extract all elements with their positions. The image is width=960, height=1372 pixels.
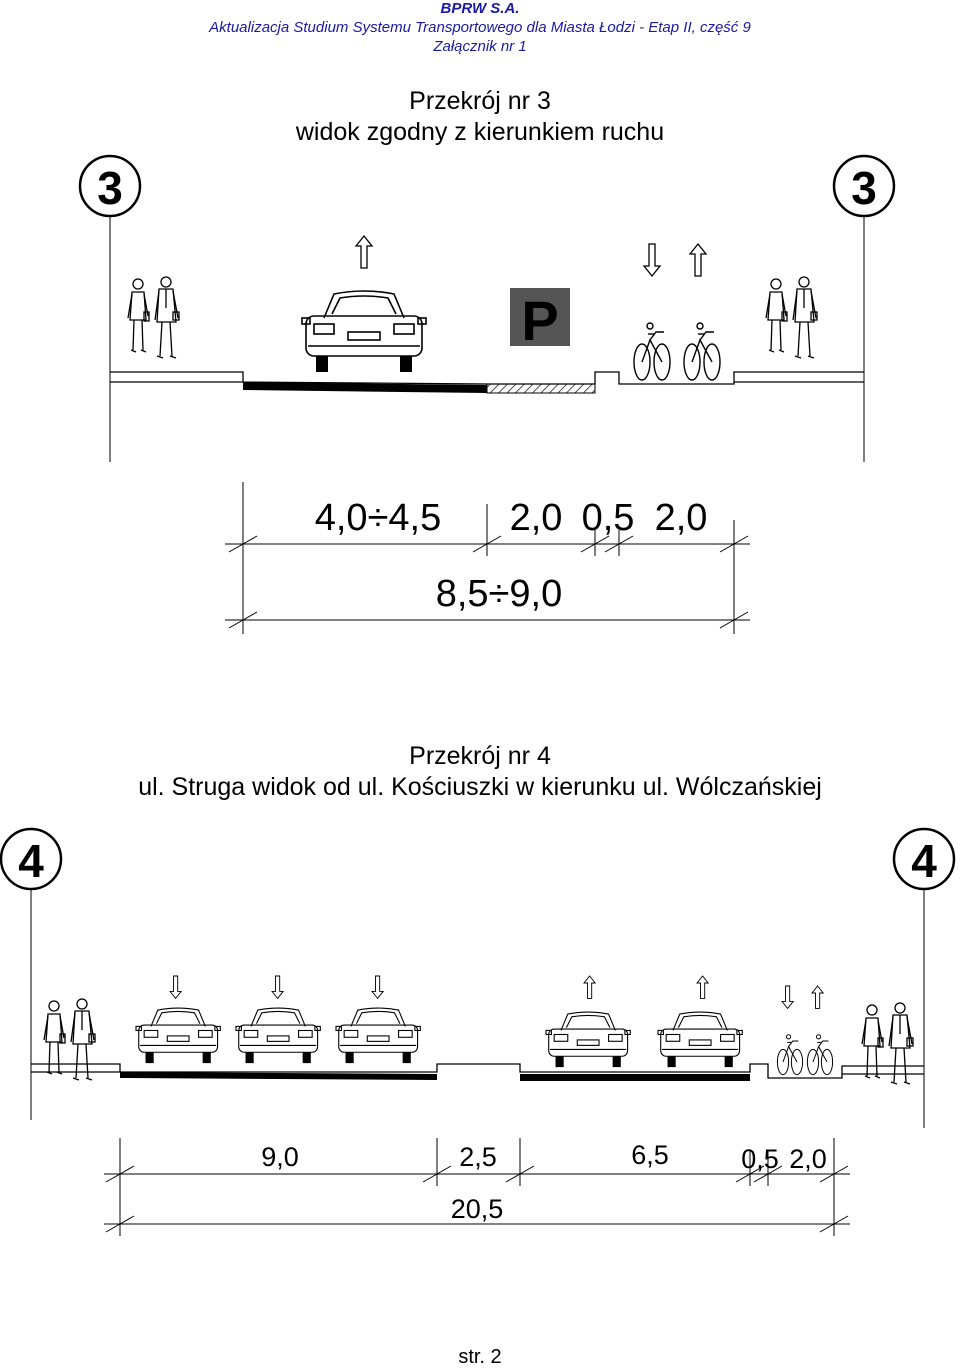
bicycle-icon xyxy=(807,1035,832,1075)
car-4 xyxy=(236,1008,320,1063)
marker-right-3-label: 3 xyxy=(851,162,877,214)
arrow-down-icon xyxy=(782,986,793,1008)
dim-total-label: 20,5 xyxy=(450,1194,504,1224)
car-4 xyxy=(658,1012,742,1067)
ground-profile-3 xyxy=(110,372,864,384)
arrow-up-icon xyxy=(356,236,372,268)
pedestrians-left-4 xyxy=(44,999,95,1080)
dim-label: 0,5 xyxy=(741,1144,779,1174)
arrow-up-icon xyxy=(812,986,823,1008)
bicycle-icon xyxy=(777,1035,802,1075)
pedestrians-right-4 xyxy=(862,1003,913,1084)
section3-diagram xyxy=(80,156,894,634)
bicycle-icon xyxy=(634,323,670,380)
arrows-4 xyxy=(170,976,823,1008)
arrow-up-icon xyxy=(690,244,706,276)
section4-diagram xyxy=(1,829,954,1236)
marker-right-3 xyxy=(834,156,894,462)
pedestrians-left-3 xyxy=(128,277,179,358)
arrow-up-icon xyxy=(584,976,595,998)
dim-label: 4,0÷4,5 xyxy=(314,497,442,539)
marker-left-4 xyxy=(1,829,61,1120)
section3-title: Przekrój nr 3 xyxy=(409,87,551,115)
car-4 xyxy=(136,1008,220,1063)
car-4 xyxy=(336,1008,420,1063)
dim-total-label: 8,5÷9,0 xyxy=(435,573,563,615)
dim-label: 0,5 xyxy=(581,497,635,539)
annex-label: Załącznik nr 1 xyxy=(433,38,527,55)
parking-lane-3 xyxy=(487,384,595,393)
bicycle-icon xyxy=(684,323,720,380)
parking-sign-icon xyxy=(510,288,570,352)
section4-subtitle: ul. Struga widok od ul. Kościuszki w kierunku ul. Wólczańskiej xyxy=(138,773,822,801)
company-name: BPRW S.A. xyxy=(440,0,520,17)
carriageway-4b xyxy=(520,1074,750,1081)
marker-left-3-label: 3 xyxy=(97,162,123,214)
arrow-up-icon xyxy=(697,976,708,998)
marker-left-4-label: 4 xyxy=(18,835,44,887)
dim-label: 6,5 xyxy=(631,1140,669,1170)
page-number: str. 2 xyxy=(458,1346,502,1368)
arrow-down-icon xyxy=(272,976,283,998)
car-4 xyxy=(546,1012,630,1067)
parking-sign-label: P xyxy=(521,289,559,352)
pedestrians-right-3 xyxy=(766,277,817,358)
dim-label: 9,0 xyxy=(261,1142,299,1172)
dim-label: 2,0 xyxy=(654,497,708,539)
dim-label: 2,5 xyxy=(459,1142,497,1172)
study-title: Aktualizacja Studium Systemu Transportowego dla Miasta Łodzi - Etap II, część 9 xyxy=(209,19,751,36)
arrow-down-icon xyxy=(372,976,383,998)
marker-right-4 xyxy=(894,829,954,1128)
carriageway-4a xyxy=(120,1072,437,1080)
marker-right-4-label: 4 xyxy=(911,835,937,887)
arrow-down-icon xyxy=(644,244,660,276)
car-3 xyxy=(302,291,426,372)
section4-title: Przekrój nr 4 xyxy=(409,742,551,770)
arrow-down-icon xyxy=(170,976,181,998)
dim-label: 2,0 xyxy=(789,1144,827,1174)
section3-subtitle: widok zgodny z kierunkiem ruchu xyxy=(295,118,665,146)
cars-4 xyxy=(136,1008,742,1067)
dim-label: 2,0 xyxy=(509,497,563,539)
